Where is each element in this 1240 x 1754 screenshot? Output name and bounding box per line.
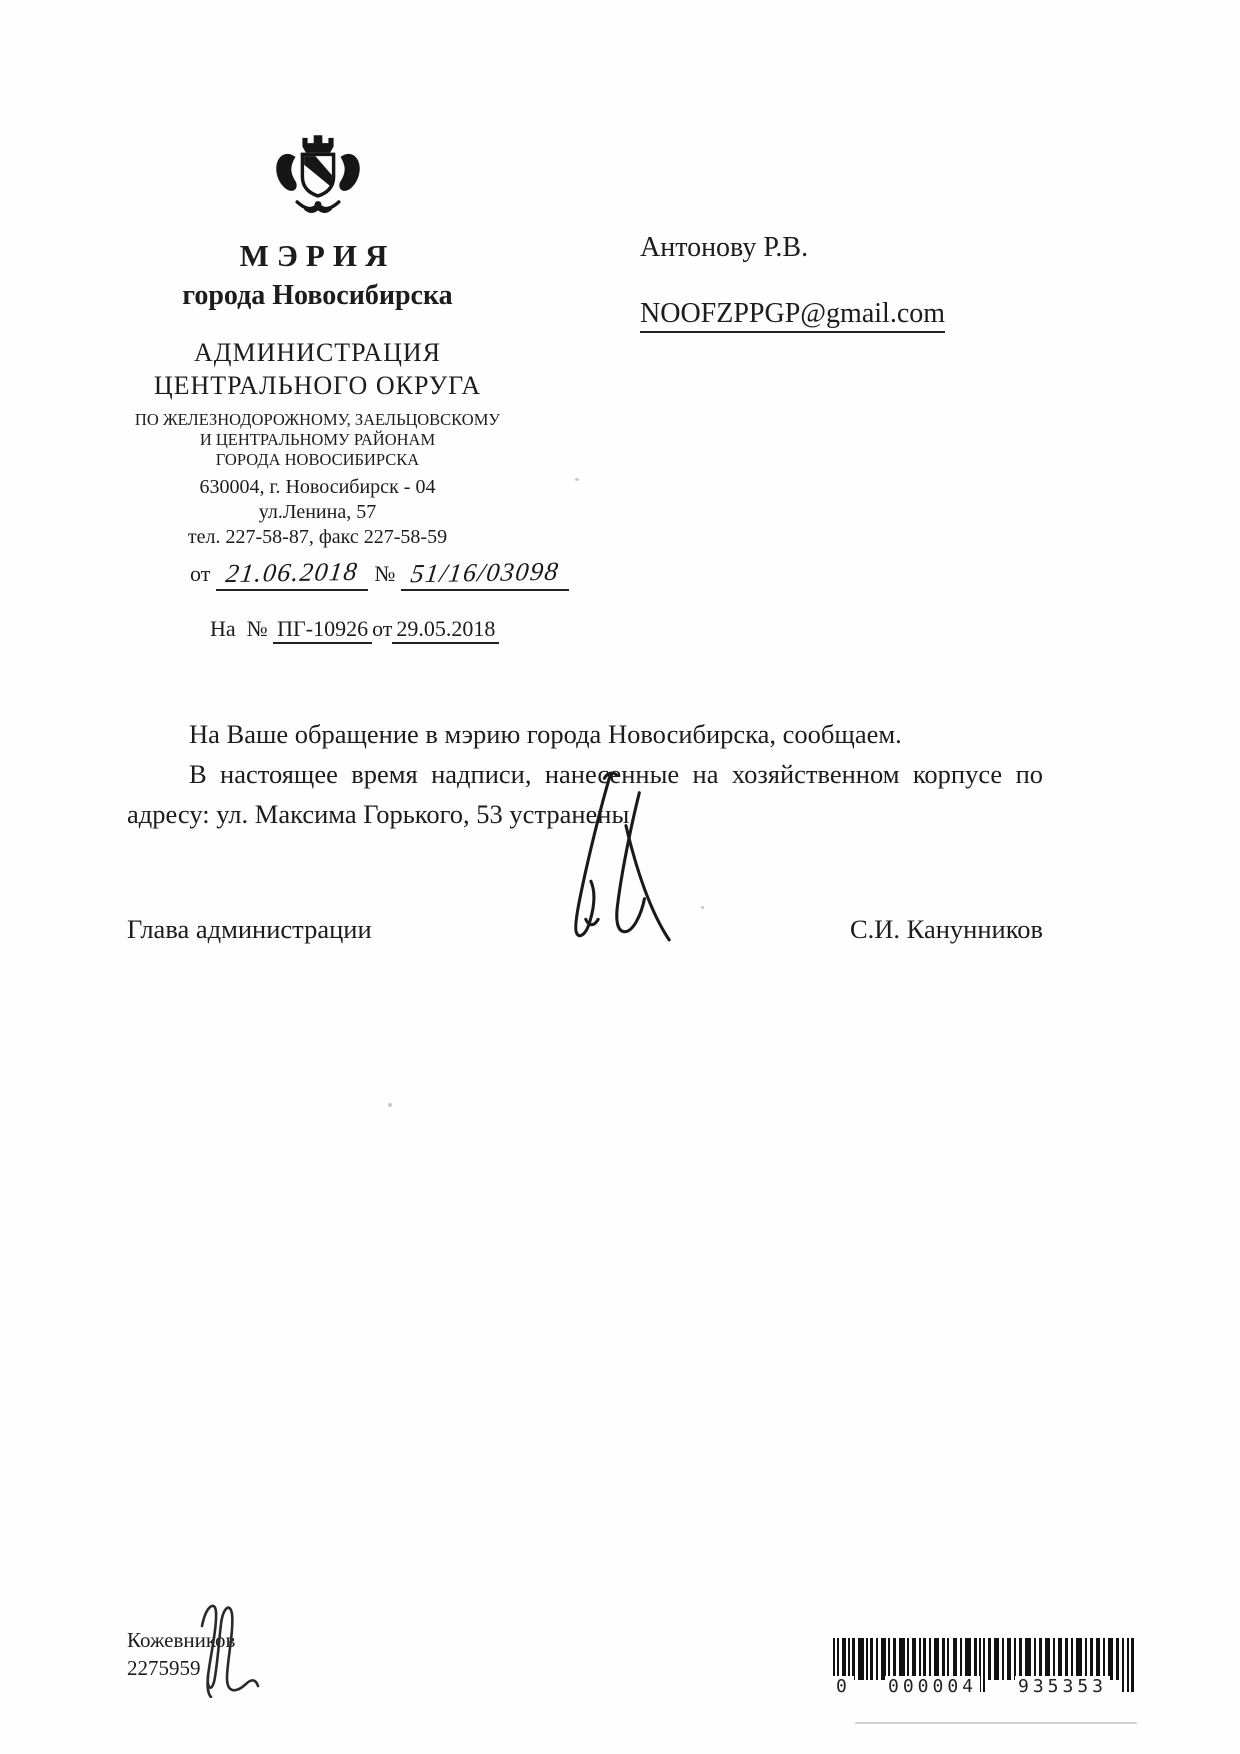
barcode-digit-group-1: 0 (833, 1676, 854, 1697)
incoming-from-label: от (372, 616, 393, 641)
outgoing-number-sign: № (374, 561, 396, 586)
barcode-digit-group-3: 935353 (1015, 1676, 1110, 1697)
postal-address: 630004, г. Новосибирск - 04 (199, 476, 436, 498)
recipient-block (640, 232, 945, 333)
scan-speck (388, 1103, 392, 1107)
outgoing-number-handwritten: 51/16/03098 (409, 556, 562, 589)
outgoing-from-label: от (190, 561, 211, 586)
org-name-line1: МЭРИЯ (239, 238, 396, 273)
recipient-email: NOOFZPPGP@gmail.com (640, 298, 945, 333)
incoming-reference-line (210, 616, 499, 642)
barcode (833, 1638, 1135, 1708)
outgoing-number-field (401, 558, 569, 591)
districts-line1: ПО ЖЕЛЕЗНОДОРОЖНОМУ, ЗАЕЛЬЦОВСКОМУ (134, 410, 501, 429)
phone-fax-line: тел. 227-58-87, факс 227-58-59 (187, 526, 448, 548)
districts-line2: И ЦЕНТРАЛЬНОМУ РАЙОНАМ (199, 430, 436, 449)
signer-position-title: Глава администрации (127, 914, 372, 944)
incoming-na-label: На (210, 616, 236, 641)
incoming-number-sign: № (246, 616, 268, 641)
districts-line3: ГОРОДА НОВОСИБИРСКА (215, 450, 420, 469)
signature-row (127, 914, 1043, 945)
novosibirsk-coat-of-arms-icon (266, 128, 370, 224)
org-name-line2: города Новосибирска (182, 280, 453, 311)
executor-phone: 2275959 (127, 1656, 201, 1680)
scan-speck (575, 478, 579, 481)
outgoing-date-field (216, 558, 368, 591)
scan-artifact-line (855, 1722, 1137, 1724)
incoming-date: 29.05.2018 (392, 616, 499, 644)
barcode-digit-group-2: 000004 (885, 1676, 980, 1697)
outgoing-date-handwritten: 21.06.2018 (224, 556, 361, 589)
signer-name: С.И. Канунников (849, 914, 1043, 944)
executor-paraph-icon (186, 1596, 260, 1698)
street-address: ул.Ленина, 57 (258, 501, 377, 523)
executor-name: Кожевников (127, 1628, 236, 1652)
body-paragraph-2: В настоящее время надписи, нанесенные на хозяйственном корпусе по адресу: ул. Максима Горького, 53 устранены. (127, 759, 1043, 829)
incoming-number: ПГ-10926 (273, 616, 372, 644)
scan-speck (701, 906, 704, 909)
dept-line1: АДМИНИСТРАЦИЯ (194, 338, 441, 367)
body-paragraph-1: На Ваше обращение в мэрию города Новосибирска, сообщаем. (189, 719, 902, 749)
letterhead (95, 128, 540, 550)
recipient-name: Антонову Р.В. (640, 232, 809, 263)
outgoing-reference-line (190, 558, 575, 591)
dept-line2: ЦЕНТРАЛЬНОГО ОКРУГА (153, 371, 482, 400)
